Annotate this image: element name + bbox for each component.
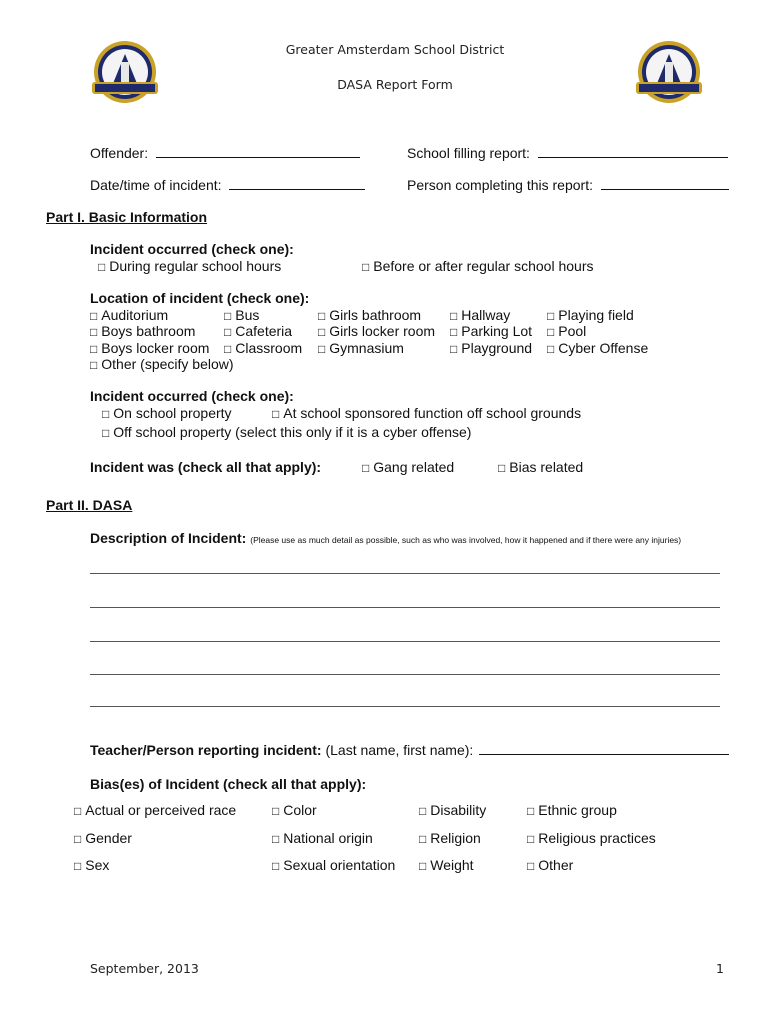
incident-was-heading: Incident was (check all that apply): [90, 459, 322, 475]
option-during-hours[interactable]: □ During regular school hours [98, 258, 282, 274]
bias-religious-practices[interactable]: □ Religious practices [527, 830, 656, 846]
description-line-5[interactable] [90, 706, 720, 707]
description-heading: Description of Incident: [90, 530, 247, 546]
person-completing-blank[interactable] [601, 176, 729, 190]
district-name: Greater Amsterdam School District [285, 42, 505, 57]
location-other[interactable]: □ Other (specify below) [90, 356, 234, 372]
location-heading: Location of incident (check one): [90, 290, 310, 306]
location-bus[interactable]: □ Bus [224, 307, 260, 323]
checkbox-icon: □ [450, 325, 458, 339]
description-line-1[interactable] [90, 573, 720, 574]
location-auditorium[interactable]: □ Auditorium [90, 307, 169, 323]
location-gymnasium[interactable]: □ Gymnasium [318, 340, 404, 356]
checkbox-icon: □ [74, 859, 82, 873]
checkbox-icon: □ [102, 426, 110, 440]
description-line-3[interactable] [90, 641, 720, 642]
school-filing-label: School filling report: [407, 145, 530, 161]
bias-religion[interactable]: □ Religion [419, 830, 481, 846]
checkbox-icon: □ [224, 309, 232, 323]
teacher-blank[interactable] [479, 741, 729, 755]
checkbox-icon: □ [419, 804, 427, 818]
checkbox-icon: □ [272, 859, 280, 873]
checkbox-icon: □ [98, 260, 106, 274]
bias-color[interactable]: □ Color [272, 802, 317, 818]
where-heading: Incident occurred (check one): [90, 388, 294, 404]
option-on-school-property[interactable]: □ On school property [102, 405, 232, 421]
location-playground[interactable]: □ Playground [450, 340, 533, 356]
bias-race[interactable]: □ Actual or perceived race [74, 802, 237, 818]
description-line-4[interactable] [90, 674, 720, 675]
part1-title: Part I. Basic Information [46, 209, 208, 225]
checkbox-icon: □ [90, 325, 98, 339]
occurred-heading: Incident occurred (check one): [90, 241, 294, 257]
location-pool[interactable]: □ Pool [547, 323, 587, 339]
location-girls-bathroom[interactable]: □ Girls bathroom [318, 307, 422, 323]
location-classroom[interactable]: □ Classroom [224, 340, 303, 356]
offender-label: Offender: [90, 145, 149, 161]
teacher-reporting-field[interactable] [90, 741, 729, 758]
location-parking-lot[interactable]: □ Parking Lot [450, 323, 533, 339]
bias-sexual-orientation[interactable]: □ Sexual orientation [272, 857, 396, 873]
checkbox-icon: □ [318, 309, 326, 323]
location-cyber-offense[interactable]: □ Cyber Offense [547, 340, 649, 356]
part2-title: Part II. DASA [46, 497, 133, 513]
checkbox-icon: □ [224, 325, 232, 339]
datetime-blank[interactable] [229, 176, 365, 190]
checkbox-icon: □ [527, 804, 535, 818]
checkbox-icon: □ [450, 342, 458, 356]
checkbox-icon: □ [527, 859, 535, 873]
checkbox-icon: □ [272, 832, 280, 846]
checkbox-icon: □ [102, 407, 110, 421]
description-line-2[interactable] [90, 607, 720, 608]
offender-field[interactable] [90, 144, 360, 161]
page-number: 1 [716, 961, 724, 976]
bias-sex[interactable]: □ Sex [74, 857, 110, 873]
checkbox-icon: □ [318, 325, 326, 339]
checkbox-icon: □ [450, 309, 458, 323]
checkbox-icon: □ [74, 832, 82, 846]
teacher-label: Teacher/Person reporting incident: [90, 742, 322, 758]
option-gang-related[interactable]: □ Gang related [362, 459, 455, 475]
option-before-after-hours[interactable]: □ Before or after regular school hours [362, 258, 594, 274]
checkbox-icon: □ [90, 309, 98, 323]
datetime-label: Date/time of incident: [90, 177, 222, 193]
person-completing-field[interactable] [407, 176, 729, 193]
form-title: DASA Report Form [337, 77, 453, 92]
checkbox-icon: □ [90, 358, 98, 372]
location-playing-field[interactable]: □ Playing field [547, 307, 634, 323]
bias-weight[interactable]: □ Weight [419, 857, 474, 873]
bias-national-origin[interactable]: □ National origin [272, 830, 373, 846]
bias-other[interactable]: □ Other [527, 857, 574, 873]
location-boys-locker-room[interactable]: □ Boys locker room [90, 340, 210, 356]
offender-blank[interactable] [156, 144, 360, 158]
checkbox-icon: □ [362, 260, 370, 274]
bias-ethnic-group[interactable]: □ Ethnic group [527, 802, 617, 818]
location-cafeteria[interactable]: □ Cafeteria [224, 323, 293, 339]
checkbox-icon: □ [419, 832, 427, 846]
bias-gender[interactable]: □ Gender [74, 830, 132, 846]
location-hallway[interactable]: □ Hallway [450, 307, 511, 323]
checkbox-icon: □ [272, 804, 280, 818]
person-completing-label: Person completing this report: [407, 177, 593, 193]
checkbox-icon: □ [224, 342, 232, 356]
option-off-school-property[interactable]: □ Off school property (select this only if it is a cyber offense) [102, 424, 472, 440]
checkbox-icon: □ [90, 342, 98, 356]
description-note: (Please use as much detail as possible, such as who was involved, how it happened and if there were any injuries) [250, 535, 682, 545]
location-boys-bathroom[interactable]: □ Boys bathroom [90, 323, 196, 339]
school-filing-field[interactable] [407, 144, 728, 161]
description-heading-row [90, 530, 681, 546]
checkbox-icon: □ [527, 832, 535, 846]
bias-heading: Bias(es) of Incident (check all that apply): [90, 776, 367, 792]
location-girls-locker-room[interactable]: □ Girls locker room [318, 323, 436, 339]
datetime-field[interactable] [90, 176, 365, 193]
checkbox-icon: □ [547, 342, 555, 356]
option-school-function-off-grounds[interactable]: □ At school sponsored function off school grounds [272, 405, 582, 421]
checkbox-icon: □ [74, 804, 82, 818]
option-bias-related[interactable]: □ Bias related [498, 459, 584, 475]
checkbox-icon: □ [272, 407, 280, 421]
footer-date: September, 2013 [90, 961, 199, 976]
teacher-name-format: (Last name, first name): [325, 742, 474, 758]
checkbox-icon: □ [547, 309, 555, 323]
school-filing-blank[interactable] [538, 144, 728, 158]
checkbox-icon: □ [318, 342, 326, 356]
bias-disability[interactable]: □ Disability [419, 802, 487, 818]
checkbox-icon: □ [547, 325, 555, 339]
checkbox-icon: □ [362, 461, 370, 475]
checkbox-icon: □ [498, 461, 506, 475]
checkbox-icon: □ [419, 859, 427, 873]
